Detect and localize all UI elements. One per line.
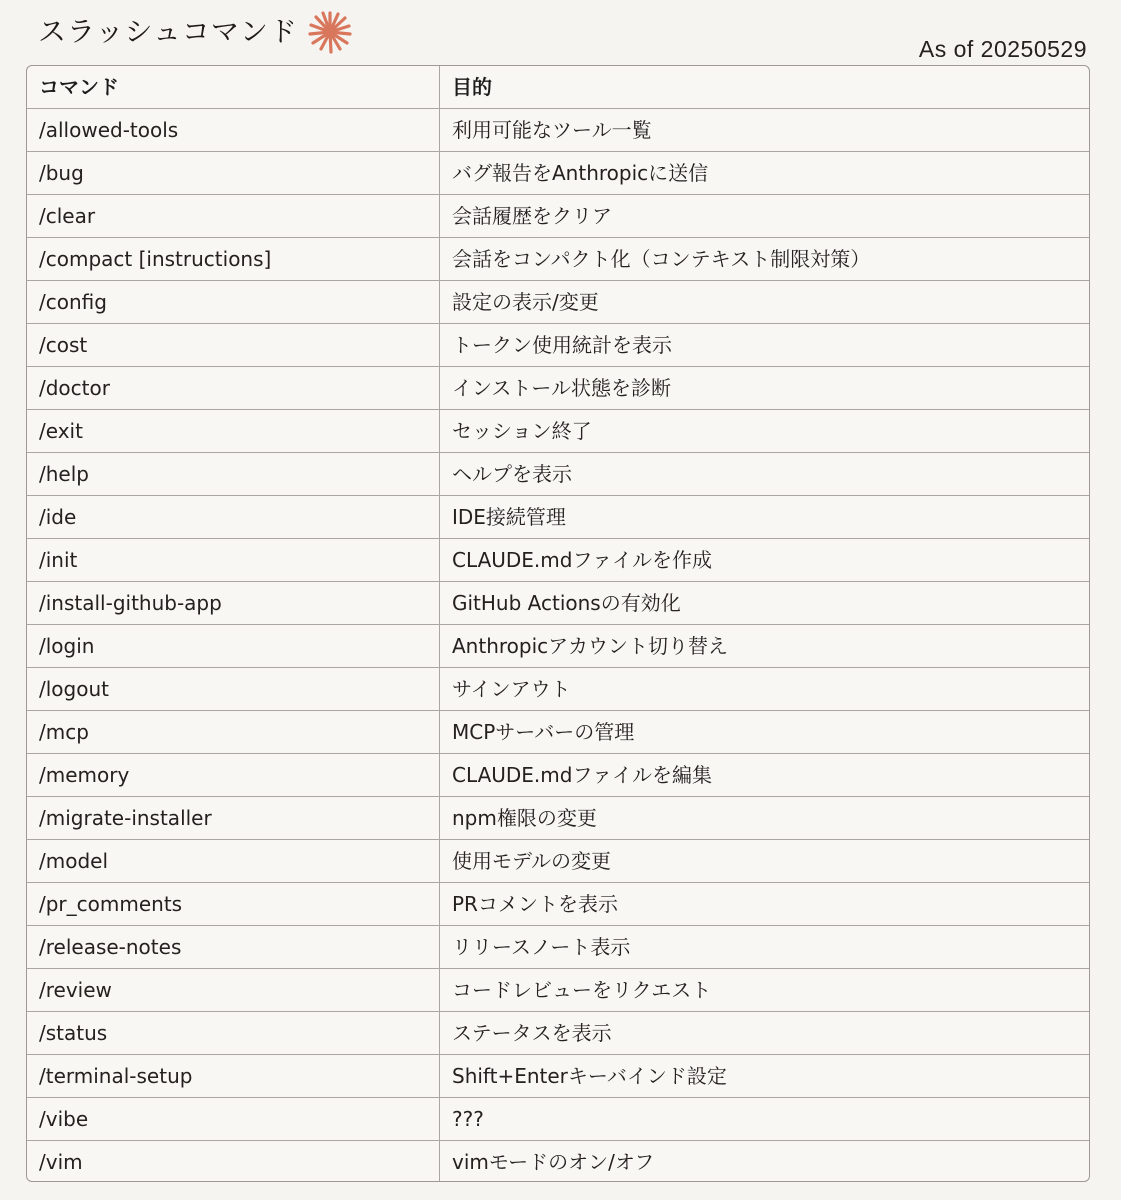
table-row <box>27 1098 1089 1141</box>
purpose-cell: 使用モデルの変更 <box>440 840 1090 883</box>
purpose-cell: ステータスを表示 <box>440 1012 1090 1055</box>
table-header-row <box>27 66 1089 109</box>
purpose-cell: 利用可能なツール一覧 <box>440 109 1090 152</box>
table-row <box>27 1055 1089 1098</box>
command-cell: /memory <box>27 754 440 797</box>
purpose-cell: 設定の表示/変更 <box>440 281 1090 324</box>
command-cell: /model <box>27 840 440 883</box>
command-cell: /bug <box>27 152 440 195</box>
as-of-date: As of 20250529 <box>918 36 1087 62</box>
table-row <box>27 496 1089 539</box>
purpose-cell: サインアウト <box>440 668 1090 711</box>
purpose-cell: コードレビューをリクエスト <box>440 969 1090 1012</box>
command-cell: /compact [instructions] <box>27 238 440 281</box>
table-row <box>27 238 1089 281</box>
slash-commands-table <box>27 66 1089 1182</box>
table-row <box>27 539 1089 582</box>
purpose-cell: PRコメントを表示 <box>440 883 1090 926</box>
command-cell: /allowed-tools <box>27 109 440 152</box>
command-cell: /install-github-app <box>27 582 440 625</box>
purpose-cell: MCPサーバーの管理 <box>440 711 1090 754</box>
command-cell: /doctor <box>27 367 440 410</box>
table-row <box>27 883 1089 926</box>
table-row <box>27 582 1089 625</box>
table-row <box>27 711 1089 754</box>
command-cell: /login <box>27 625 440 668</box>
command-cell: /ide <box>27 496 440 539</box>
command-cell: /migrate-installer <box>27 797 440 840</box>
command-cell: /mcp <box>27 711 440 754</box>
command-cell: /vim <box>27 1141 440 1183</box>
purpose-cell: GitHub Actionsの有効化 <box>440 582 1090 625</box>
table-row <box>27 367 1089 410</box>
command-cell: /help <box>27 453 440 496</box>
command-cell: /status <box>27 1012 440 1055</box>
purpose-cell: Shift+Enterキーバインド設定 <box>440 1055 1090 1098</box>
table-row <box>27 152 1089 195</box>
table-row <box>27 195 1089 238</box>
table-row <box>27 410 1089 453</box>
table-row <box>27 969 1089 1012</box>
purpose-cell: npm権限の変更 <box>440 797 1090 840</box>
command-cell: /clear <box>27 195 440 238</box>
command-cell: /review <box>27 969 440 1012</box>
command-cell: /terminal-setup <box>27 1055 440 1098</box>
table-row <box>27 668 1089 711</box>
table-row <box>27 926 1089 969</box>
purpose-cell: リリースノート表示 <box>440 926 1090 969</box>
table-row <box>27 797 1089 840</box>
table-row <box>27 1012 1089 1055</box>
command-cell: /config <box>27 281 440 324</box>
purpose-cell: ヘルプを表示 <box>440 453 1090 496</box>
purpose-cell: Anthropicアカウント切り替え <box>440 625 1090 668</box>
purpose-cell: セッション終了 <box>440 410 1090 453</box>
command-cell: /vibe <box>27 1098 440 1141</box>
command-column-header: コマンド <box>27 66 440 109</box>
purpose-cell: バグ報告をAnthropicに送信 <box>440 152 1090 195</box>
table-row <box>27 109 1089 152</box>
purpose-cell: vimモードのオン/オフ <box>452 1150 655 1174</box>
command-cell: /logout <box>27 668 440 711</box>
command-cell: /init <box>27 539 440 582</box>
command-cell: /release-notes <box>27 926 440 969</box>
purpose-cell: 会話をコンパクト化（コンテキスト制限対策） <box>440 238 1090 281</box>
purpose-cell: CLAUDE.mdファイルを編集 <box>440 754 1090 797</box>
purpose-cell: 会話履歴をクリア <box>440 195 1090 238</box>
command-cell: /cost <box>27 324 440 367</box>
command-cell: /pr_comments <box>27 883 440 926</box>
table-row <box>27 754 1089 797</box>
table-row <box>27 840 1089 883</box>
purpose-cell: CLAUDE.mdファイルを作成 <box>440 539 1090 582</box>
page-header <box>0 0 1121 66</box>
purpose-column-header: 目的 <box>440 66 1090 109</box>
table-row <box>27 324 1089 367</box>
command-cell: /exit <box>27 410 440 453</box>
purpose-cell: IDE接続管理 <box>440 496 1090 539</box>
anthropic-spark-icon <box>307 9 353 55</box>
table-row <box>27 453 1089 496</box>
purpose-cell: トークン使用統計を表示 <box>440 324 1090 367</box>
table-row <box>27 625 1089 668</box>
table-row <box>27 1141 1089 1183</box>
table-row <box>27 281 1089 324</box>
purpose-cell: ??? <box>440 1098 1090 1141</box>
page-title: スラッシュコマンド <box>38 15 298 48</box>
purpose-cell: インストール状態を診断 <box>440 367 1090 410</box>
slash-commands-table-container <box>26 65 1090 1182</box>
